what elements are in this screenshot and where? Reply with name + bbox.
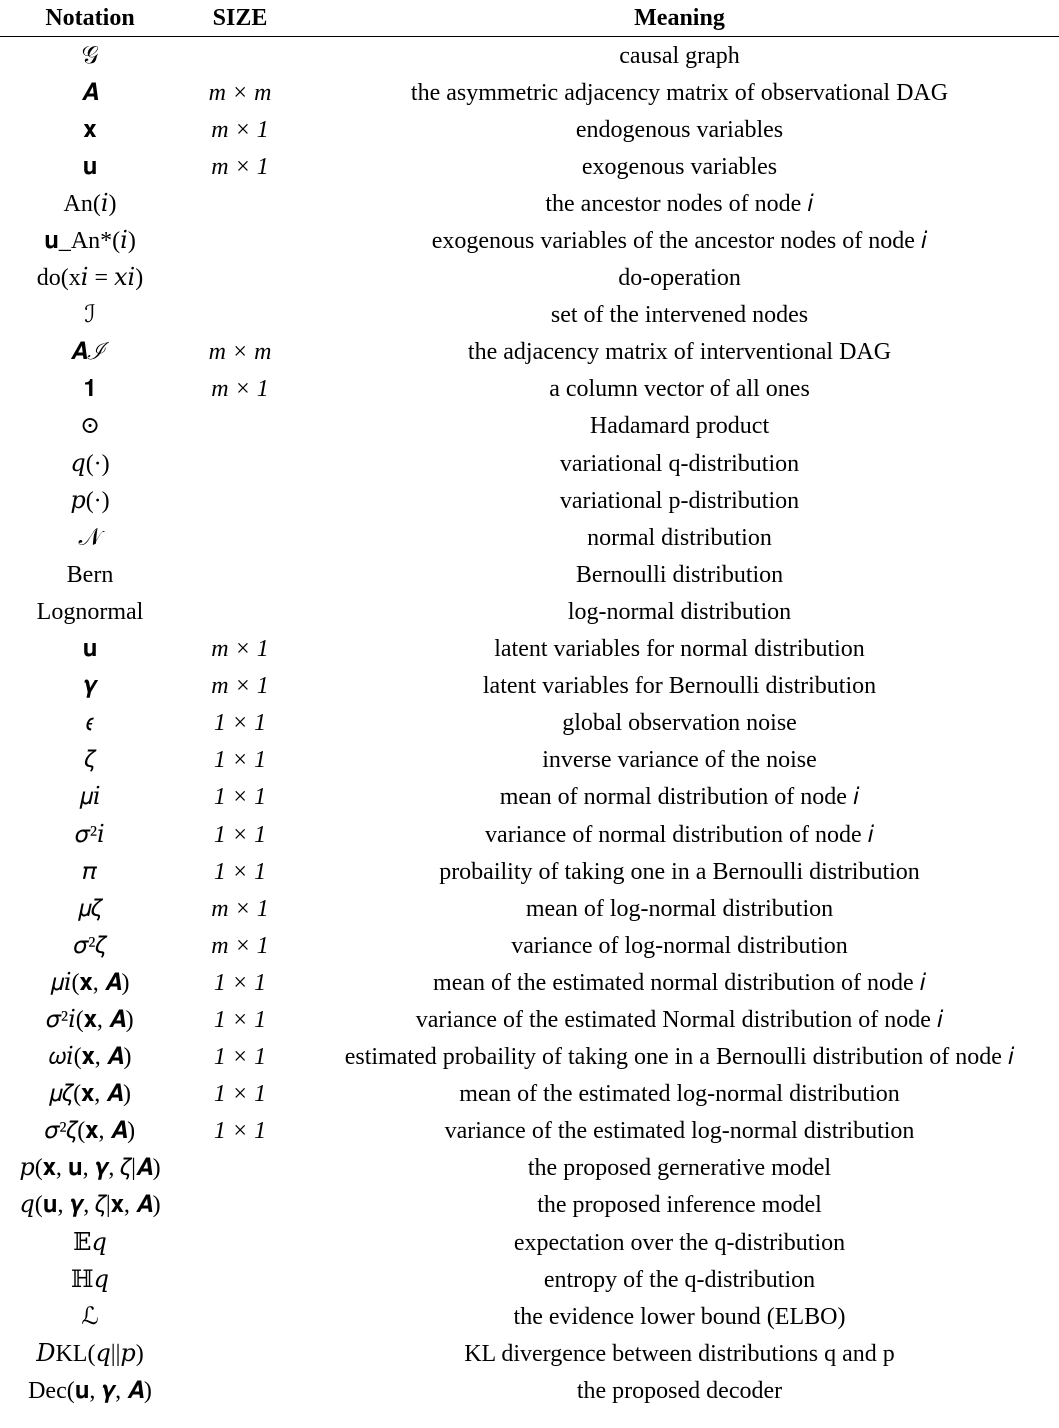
size-cell: 1 × 1 [213,969,267,996]
notation-cell: 𝐷KL(𝑞||𝑝) [36,1340,144,1367]
notation-cell: 𝐮 [82,636,98,663]
size-cell [180,185,300,222]
header-meaning: Meaning [300,0,1059,37]
meaning-cell: the proposed gernerative model [527,1155,832,1182]
meaning-cell: mean of log-normal distribution [525,895,834,922]
meaning-cell: the asymmetric adjacency matrix of observational DAG [410,79,949,106]
meaning-cell: mean of the estimated normal distribution of node 𝑖 [433,969,926,996]
size-cell: 1 × 1 [213,747,267,774]
meaning-cell: causal graph [619,42,740,69]
size-cell: m × m [208,79,272,106]
table-row [0,1150,1059,1187]
size-cell [180,297,300,334]
notation-cell: 𝜇𝑖(𝐱, 𝑨) [50,969,130,996]
meaning-cell: latent variables for normal distribution [494,636,865,663]
table-row [0,37,1059,75]
notation-cell: Lognormal [36,598,144,625]
size-cell [180,1187,300,1224]
meaning-cell: variational p-distribution [559,487,800,514]
meaning-cell: a column vector of all ones [549,376,810,403]
table-row [0,631,1059,668]
table-row [0,705,1059,742]
table-row [0,1113,1059,1150]
meaning-cell: estimated probaility of taking one in a Bernoulli distribution of node 𝑖 [344,1044,1015,1071]
table-row [0,1372,1059,1409]
notation-cell: 𝑞(𝐮, 𝜸, 𝜁|𝐱, 𝑨) [19,1192,161,1219]
meaning-cell: global observation noise [562,710,797,737]
table-row [0,1335,1059,1372]
notation-cell: 𝜎²𝑖(𝐱, 𝑨) [46,1006,134,1033]
size-cell [180,1298,300,1335]
size-cell: m × 1 [211,636,269,663]
meaning-cell: Hadamard product [589,413,770,440]
header-notation: Notation [0,0,180,37]
meaning-cell: variance of the estimated log-normal distribution [444,1118,915,1145]
size-cell [180,1261,300,1298]
size-cell [180,593,300,630]
meaning-cell: KL divergence between distributions q and p [464,1340,895,1367]
size-cell: 1 × 1 [213,1118,267,1145]
table-row [0,111,1059,148]
meaning-cell: endogenous variables [575,116,784,143]
table-row [0,185,1059,222]
notation-cell: 𝐮_An*(𝑖) [44,228,136,255]
size-cell: 1 × 1 [213,1081,267,1108]
meaning-cell: do-operation [618,265,741,292]
table-row [0,519,1059,556]
size-cell: 1 × 1 [213,784,267,811]
meaning-cell: variance of the estimated Normal distribution of node 𝑖 [415,1006,944,1033]
size-cell [180,260,300,297]
meaning-cell: the adjacency matrix of interventional DAG [467,339,892,366]
notation-cell: 𝜇𝑖 [79,784,101,811]
meaning-cell: probaility of taking one in a Bernoulli distribution [439,858,920,885]
meaning-cell: inverse variance of the noise [542,747,817,774]
table-row [0,1039,1059,1076]
size-cell [180,37,300,75]
size-cell: 1 × 1 [213,821,267,848]
notation-cell: 𝑝(𝐱, 𝐮, 𝜸, 𝜁|𝑨) [19,1155,161,1182]
table-row [0,445,1059,482]
size-cell: 1 × 1 [213,1044,267,1071]
table-row [0,890,1059,927]
meaning-cell: variance of log-normal distribution [511,932,848,959]
meaning-cell: exogenous variables [581,153,778,180]
notation-cell: 𝜔𝑖(𝐱, 𝑨) [48,1044,132,1071]
size-cell [180,1335,300,1372]
notation-cell: 𝐱 [83,116,97,143]
notation-cell: 𝜎²𝑖 [75,821,105,848]
table-row [0,556,1059,593]
table-row [0,408,1059,445]
table-row [0,1076,1059,1113]
notation-cell: Dec(𝐮, 𝜸, 𝑨) [28,1377,152,1404]
table-row [0,668,1059,705]
notation-cell: 𝒢 [81,42,99,69]
meaning-cell: entropy of the q-distribution [543,1266,816,1293]
table-row [0,964,1059,1001]
size-cell [180,1150,300,1187]
size-cell: m × 1 [211,376,269,403]
meaning-cell: normal distribution [587,524,772,551]
size-cell: m × 1 [211,673,269,700]
table-row [0,742,1059,779]
meaning-cell: log-normal distribution [567,598,792,625]
table-row [0,593,1059,630]
meaning-cell: the proposed decoder [576,1377,783,1404]
table-row [0,1261,1059,1298]
notation-cell: do(x𝑖 = 𝑥𝑖) [36,265,144,292]
table-body [0,37,1059,1410]
table-row [0,371,1059,408]
table-row [0,1001,1059,1038]
size-cell [180,482,300,519]
table-row [0,1224,1059,1261]
notation-cell: 𝟏 [83,376,97,403]
meaning-cell: exogenous variables of the ancestor nodes of node 𝑖 [431,228,928,255]
notation-cell: ℍ𝑞 [70,1266,110,1293]
table-row [0,334,1059,371]
notation-cell: 𝔼𝑞 [73,1229,107,1256]
notation-cell: ℒ [81,1303,99,1330]
notation-cell: 𝐮 [82,153,98,180]
size-cell [180,1224,300,1261]
notation-cell: Bern [66,561,114,588]
size-cell: m × 1 [211,153,269,180]
notation-cell: 𝜇𝜁 [77,895,103,922]
size-cell: m × m [208,339,272,366]
table-row [0,779,1059,816]
header-size: SIZE [180,0,300,37]
table-row [0,482,1059,519]
meaning-cell: variance of normal distribution of node 𝑖 [485,821,874,848]
table-row [0,74,1059,111]
meaning-cell: set of the intervened nodes [550,302,809,329]
notation-cell: 𝑝(·) [70,487,110,514]
table-header [0,0,1059,37]
meaning-cell: mean of the estimated log-normal distribution [459,1081,900,1108]
size-cell [180,222,300,259]
notation-cell: 𝑞(·) [70,450,110,477]
meaning-cell: mean of normal distribution of node 𝑖 [499,784,860,811]
header-row [0,0,1059,37]
size-cell [180,519,300,556]
meaning-cell: expectation over the q-distribution [513,1229,846,1256]
size-cell: m × 1 [211,895,269,922]
table-row [0,222,1059,259]
table-row [0,1187,1059,1224]
meaning-cell: the proposed inference model [537,1192,822,1219]
table-row [0,297,1059,334]
meaning-cell: latent variables for Bernoulli distribution [482,673,877,700]
notation-cell: 𝒩 [78,524,102,551]
notation-cell: ℐ [84,302,96,329]
meaning-cell: Bernoulli distribution [575,561,784,588]
notation-cell: 𝑨 [81,79,99,106]
notation-cell: 𝜎²𝜁(𝐱, 𝑨) [44,1118,136,1145]
table-row [0,1298,1059,1335]
notation-cell: 𝜁 [84,747,96,774]
table-row [0,927,1059,964]
notation-cell: 𝜸 [83,673,97,700]
notation-cell: 𝜖 [86,710,94,737]
size-cell: 1 × 1 [213,710,267,737]
table-row [0,260,1059,297]
size-cell [180,408,300,445]
notation-cell: 𝑨ℐ [70,339,110,366]
notation-cell: 𝜎²𝜁 [73,932,107,959]
meaning-cell: the evidence lower bound (ELBO) [513,1303,846,1330]
size-cell: 1 × 1 [213,858,267,885]
table-row [0,148,1059,185]
notation-cell: 𝜋 [82,858,98,885]
size-cell: 1 × 1 [213,1006,267,1033]
notation-cell: An(𝑖) [63,190,117,217]
size-cell: m × 1 [211,116,269,143]
notation-cell: 𝜇𝜁(𝐱, 𝑨) [49,1081,131,1108]
size-cell [180,556,300,593]
meaning-cell: the ancestor nodes of node 𝑖 [545,190,814,217]
size-cell [180,1372,300,1409]
table-row [0,816,1059,853]
size-cell: m × 1 [211,932,269,959]
notation-cell: ⊙ [79,413,101,440]
table-row [0,853,1059,890]
meaning-cell: variational q-distribution [559,450,800,477]
size-cell [180,445,300,482]
